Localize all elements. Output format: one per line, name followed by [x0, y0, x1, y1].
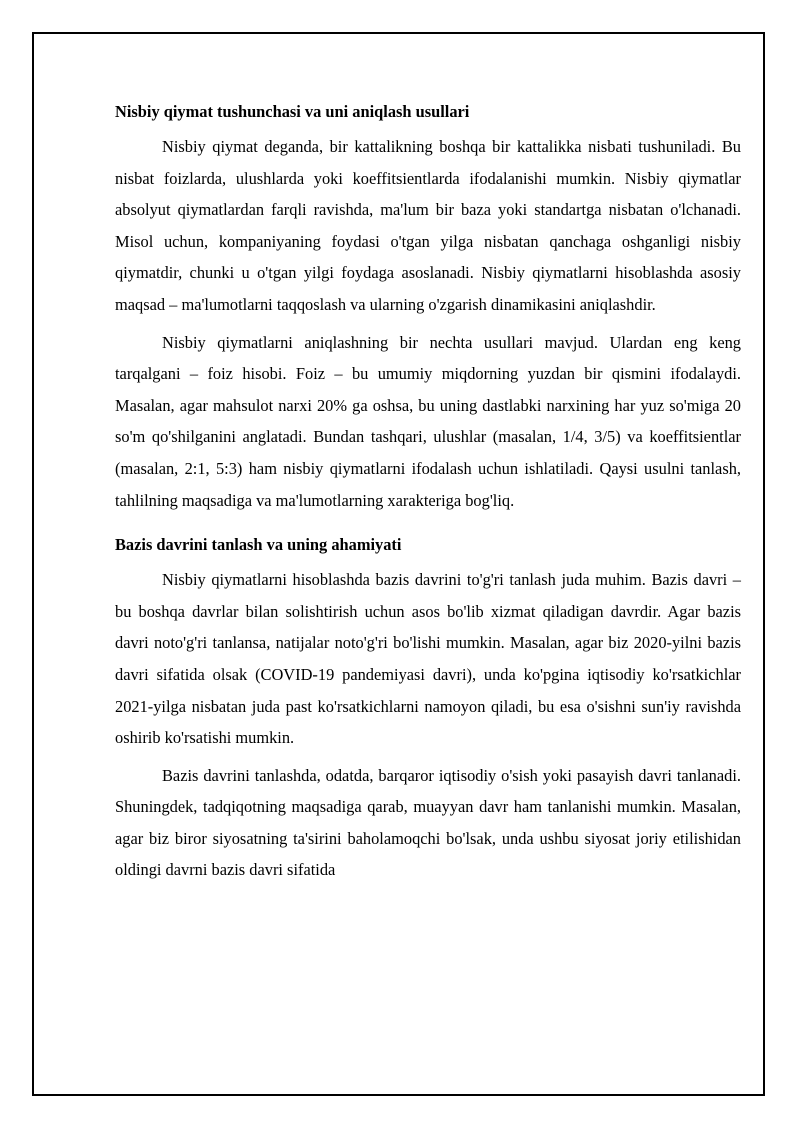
- paragraph: Nisbiy qiymat deganda, bir kattalikning boshqa bir kattalikka nisbati tushuniladi. Bu nisbat foizlarda, ulushlarda yoki koeffitsientlarda ifodalanishi mumkin. Nisbiy qiymatlar absolyut qiymatlardan farqli ravishda, ma'lum bir baza yoki standartga nisbatan o'lchanadi. Misol uchun, kompaniyaning foydasi o'tgan yilga nisbatan qanchaga oshganligi nisbiy qiymatdir, chunki u o'tgan yilgi foydaga asoslanadi. Nisbiy qiymatlarni hisoblashda asosiy maqsad – ma'lumotlarni taqqoslash va ularning o'zgarish dinamikasini aniqlashdir.: [115, 137, 741, 314]
- section-base-period: [115, 532, 741, 886]
- paragraph: Nisbiy qiymatlarni aniqlashning bir nechta usullari mavjud. Ulardan eng keng tarqalgani – foiz hisobi. Foiz – bu umumiy miqdorning yuzdan bir qismini ifodalaydi. Masalan, agar mahsulot narxi 20% ga oshsa, bu uning dastlabki narxining har yuz so'miga 20 so'm qo'shilganini anglatadi. Bundan tashqari, ulushlar (masalan, 1/4, 3/5) va koeffitsientlar (masalan, 2:1, 5:3) ham nisbiy qiymatlarni ifodalash uchun ishlatiladi. Qaysi usulni tanlash, tahlilning maqsadiga va ma'lumotlarning xarakteriga bog'liq.: [115, 332, 741, 510]
- paragraph: Bazis davrini tanlashda, odatda, barqaror iqtisodiy o'sish yoki pasayish davri tanlanadi. Shuningdek, tadqiqotning maqsadiga qarab, muayyan davr ham tanlanishi mumkin. Masalan, agar biz biror siyosatning ta'sirini baholamoqchi bo'lsak, unda ushbu siyosat joriy etilishidan oldingi davrni bazis davri sifatida: [115, 765, 741, 880]
- section-heading: Nisbiy qiymat tushunchasi va uni aniqlash usullari: [115, 102, 470, 121]
- section-spacer: [115, 516, 741, 532]
- document-body: [115, 99, 741, 886]
- section-heading: Bazis davrini tanlash va uning ahamiyati: [115, 535, 402, 555]
- section-relative-value: [115, 99, 741, 516]
- paragraph: Nisbiy qiymatlarni hisoblashda bazis davrini to'g'ri tanlash juda muhim. Bazis davri – bu boshqa davrlar bilan solishtirish uchun asos bo'lib xizmat qiladigan davrdir. Agar bazis davri noto'g'ri tanlansa, natijalar noto'g'ri bo'lishi mumkin. Masalan, agar biz 2020-yilni bazis davri sifatida olsak (COVID-19 pandemiyasi davri), unda ko'pgina iqtisodiy ko'rsatkichlar 2021-yilga nisbatan juda past ko'rsatkichlarni namoyon qiladi, bu esa o'sishni sun'iy ravishda oshirib ko'rsatishi mumkin.: [115, 570, 741, 748]
